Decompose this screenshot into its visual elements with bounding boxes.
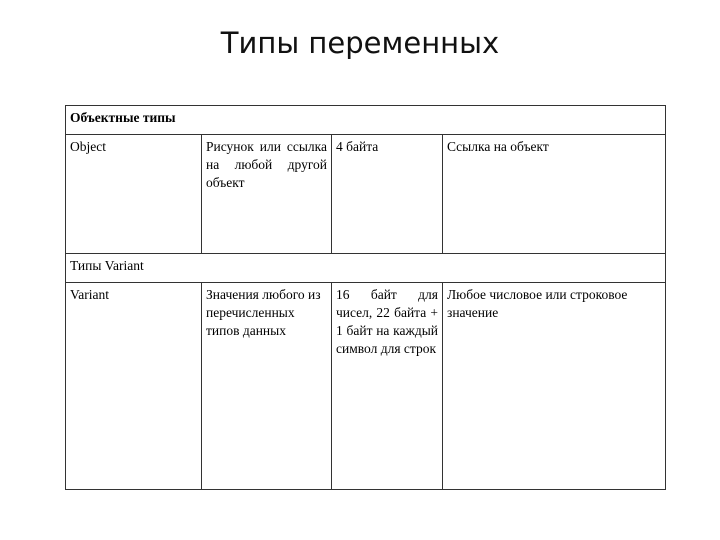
type-name-cell: Object — [66, 135, 202, 254]
description-cell: Значения любого из перечисленных типов данных — [202, 283, 332, 490]
table-row — [66, 283, 666, 490]
size-cell: 4 байта — [332, 135, 443, 254]
size-cell: 16 байт для чисел, 22 байта + 1 байт на каждый символ для строк — [332, 283, 443, 490]
section-row-variant — [66, 254, 666, 283]
section-object-types: Объектные типы — [66, 106, 666, 135]
variable-types-table — [65, 105, 666, 490]
description-cell: Рисунок или ссылка на любой другой объект — [202, 135, 332, 254]
type-name-cell: Variant — [66, 283, 202, 490]
range-cell: Ссылка на объект — [443, 135, 666, 254]
table-row — [66, 135, 666, 254]
section-row-object — [66, 106, 666, 135]
section-variant-types: Типы Variant — [66, 254, 666, 283]
range-cell: Любое числовое или строковое значение — [443, 283, 666, 490]
slide-title: Типы переменных — [220, 26, 500, 60]
